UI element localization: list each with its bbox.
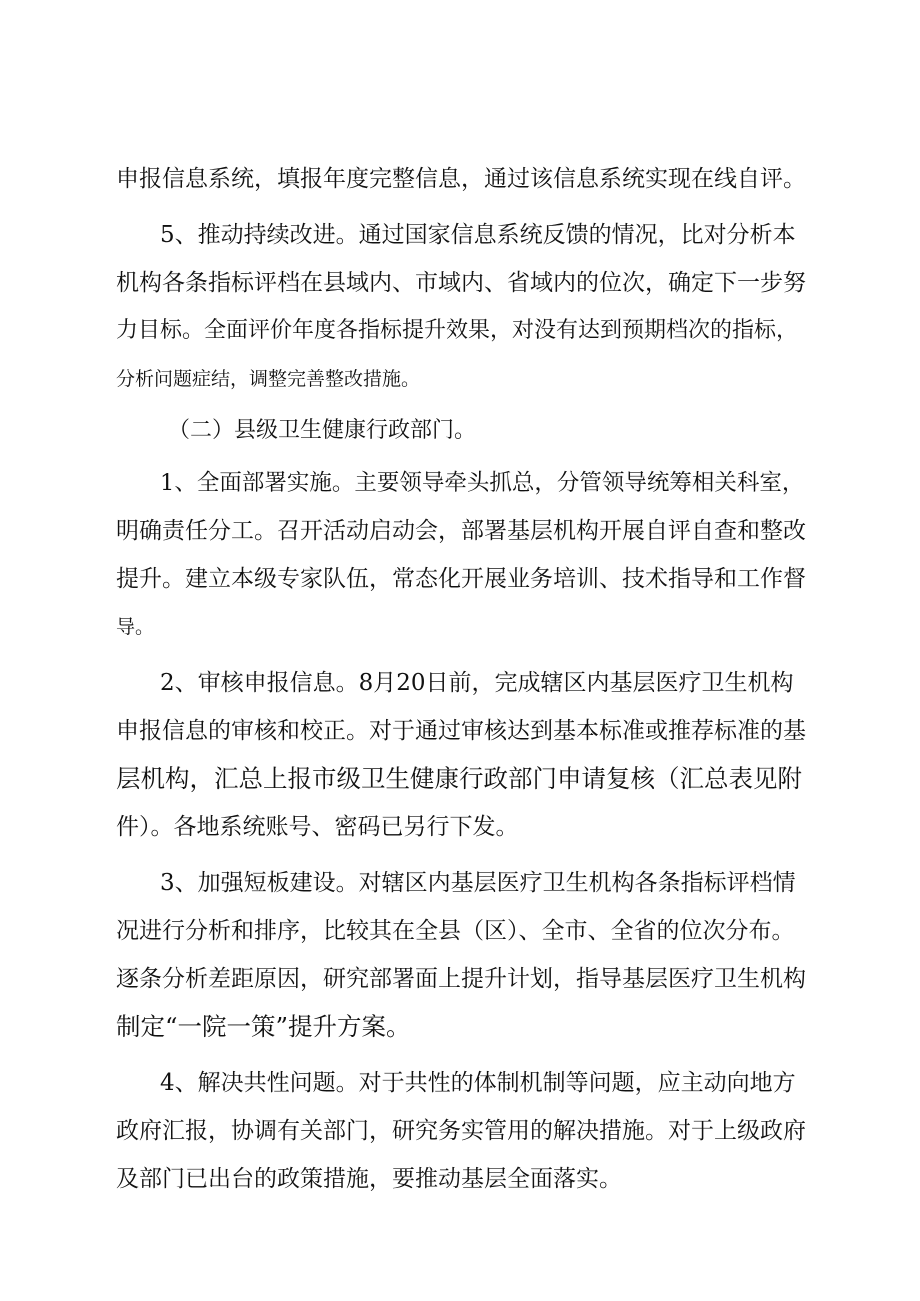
paragraph-5-line-3: 层机构，汇总上报市级卫生健康行政部门申请复核（汇总表见附 <box>116 764 802 793</box>
paragraph-6-line-4: 制定“一院一策”提升方案。 <box>116 1012 411 1041</box>
paragraph-2-line-4: 分析问题症结，调整完善整改措施。 <box>116 368 421 390</box>
paragraph-2-line-2: 机构各条指标评档在县域内、市域内、省域内的位次，确定下一步努 <box>116 270 806 296</box>
paragraph-1-line-1: 申报信息系统，填报年度完整信息，通过该信息系统实现在线自评。 <box>116 166 806 192</box>
paragraph-6-line-3: 逐条分析差距原因，研究部署面上提升计划，指导基层医疗卫生机构 <box>116 966 806 992</box>
paragraph-4-line-1: 1、全面部署实施。主要领导牵头抓总，分管领导统筹相关科室， <box>160 470 805 496</box>
paragraph-7-line-2: 政府汇报，协调有关部门，研究务实管用的解决措施。对于上级政府 <box>116 1118 806 1144</box>
paragraph-6-line-2: 况进行分析和排序，比较其在全县（区）、全市、全省的位次分布。 <box>116 918 795 944</box>
paragraph-7-line-1: 4、解决共性问题。对于共性的体制机制等问题，应主动向地方 <box>160 1070 796 1096</box>
paragraph-3-line-1: （二）县级卫生健康行政部门。 <box>168 418 477 443</box>
paragraph-4-line-3: 提升。建立本级专家队伍，常态化开展业务培训、技术指导和工作督 <box>116 566 806 592</box>
paragraph-5-line-2: 申报信息的审核和校正。对于通过审核达到基本标准或推荐标准的基 <box>116 718 806 744</box>
paragraph-5-line-1: 2、审核申报信息。8月20日前，完成辖区内基层医疗卫生机构 <box>160 670 794 696</box>
paragraph-5-line-4: 件）。各地系统账号、密码已另行下发。 <box>116 814 519 840</box>
paragraph-2-line-3: 力目标。全面评价年度各指标提升效果，对没有达到预期档次的指标， <box>116 318 799 343</box>
paragraph-7-line-3: 及部门已出台的政策措施，要推动基层全面落实。 <box>116 1166 622 1192</box>
paragraph-2-line-1: 5、推动持续改进。通过国家信息系统反馈的情况，比对分析本 <box>160 222 796 248</box>
paragraph-4-line-2: 明确责任分工。召开活动启动会，部署基层机构开展自评自查和整改 <box>116 518 806 544</box>
paragraph-6-line-1: 3、加强短板建设。对辖区内基层医疗卫生机构各条指标评档情 <box>160 870 796 896</box>
paragraph-4-line-4: 导。 <box>116 616 155 638</box>
